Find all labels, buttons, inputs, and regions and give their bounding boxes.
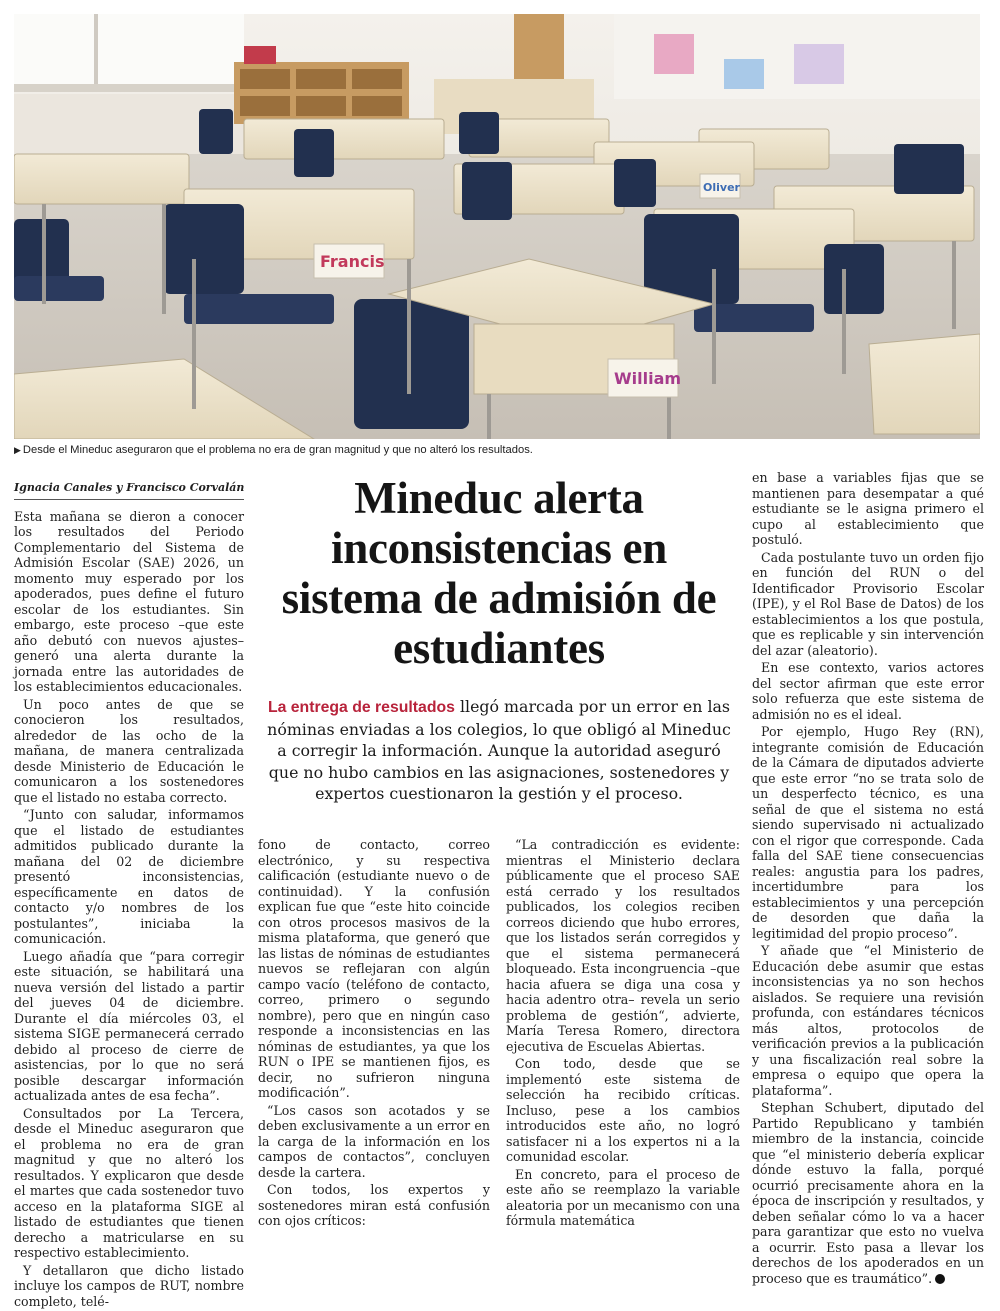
name-tag-oliver: Oliver (703, 181, 740, 194)
end-mark-icon (935, 1274, 945, 1284)
paragraph: Y detallaron que dicho listado incluye los campos de RUT, nombre completo, telé- (14, 1262, 244, 1309)
paragraph: Cada postulante tuvo un orden fijo en función del RUN o del Identificador Provisorio Escolar (IPE), y el Rol Base de Datos) de los establecimientos a los que postula, que es replicable y sin intervención del azar (aleatorio). (752, 549, 984, 658)
lede (264, 696, 734, 805)
lede-kicker: La entrega de resultados (267, 699, 455, 716)
paragraph: Un poco antes de que se conocieron los resultados, alrededor de las ocho de la mañana, de manera centralizada desde Ministerio de Educación le comunicaron a los sostenedores que el listado no estaba correcto. (14, 696, 244, 805)
classroom-photo (14, 14, 980, 439)
paragraph: Y añade que “el Ministerio de Educación debe asumir que estas inconsistencias ya no son hechos aislados. Se requiere una revisión profunda, con estándares técnicos más altos, protocolos de verificación previos a la publicación y una fiscalización real sobre la empresa o equipo que opera la plataforma”. (752, 943, 984, 1098)
article-column-1 (14, 480, 244, 1311)
paragraph: Esta mañana se dieron a conocer los resultados del Periodo Complementario del Sistema de Admisión Escolar (SAE) 2026, un momento muy esperado por los apoderados, pues define el futuro escolar de los estudiantes. Sin embargo, este proceso –que este año debutó con nuevos ajustes– generó una alerta durante la jornada entre las autoridades de los establecimientos educacionales. (14, 508, 244, 694)
paragraph: En ese contexto, varios actores del sector afirman que este error solo refuerza que este sistema de admisión no es el ideal. (752, 660, 984, 722)
paragraph: “Junto con saludar, informamos que el listado de estudiantes admitidos publicado durante la mañana del 02 de diciembre presentó inconsistencias, específicamente en datos de contacto y/o nombres de los postulantes”, iniciaba la comunicación. (14, 807, 244, 946)
paragraph: Con todo, desde que se implementó este sistema de selección ha recibido críticas. Incluso, pese a los cambios introducidos este año, no logró satisfacer ni a los expertos ni a la comunidad escolar. (506, 1056, 740, 1164)
name-tag-william: William (614, 369, 682, 388)
article-column-4 (752, 470, 984, 1288)
paragraph: Luego añadía que “para corregir este situación, se habilitará una nueva versión del listado a partir del jueves 04 de diciembre. Durante el día miércoles 03, el sistema SIGE permanecerá cerrado debido al proceso de cierre de asistencias, por lo que no será posible descargar información actualizada antes de esa fecha”. (14, 948, 244, 1103)
triangle-icon: ▶ (14, 445, 21, 455)
article-column-2 (258, 837, 490, 1231)
paragraph: En concreto, para el proceso de este año se reemplazo la variable aleatoria por un mecanismo con una fórmula matemática (506, 1166, 740, 1228)
paragraph: “La contradicción es evidente: mientras el Ministerio declara públicamente que el proceso SAE está cerrado y los resultados publicados, los colegios reciben correos diciendo que hubo errores, que los listados serán corregidos y que el sistema permanecerá bloqueado. Esta incongruencia –que hacia afuera se diga una cosa y hacia adentro otra– revela un serio problema de gestión“, advierte, María Teresa Romero, directora ejecutiva de Escuelas Abiertas. (506, 837, 740, 1054)
paragraph: Por ejemplo, Hugo Rey (RN), integrante comisión de Educación de la Cámara de diputados advierte que este error “no se trata solo de un desperfecto técnico, es una señal de que el sistema no está siendo supervisado ni actualizado con el rigor que corresponde. Cada falla del SAE tiene consecuencias reales: angustia para los padres, incertidumbre para los establecimientos y una percepción de desorden que daña la legitimidad del propio proceso”. (752, 724, 984, 941)
paragraph: en base a variables fijas que se mantienen para desempatar a qué estudiante se le asigna primero el cupo al establecimiento que postuló. (752, 470, 984, 547)
article-column-3 (506, 837, 740, 1231)
classroom-illustration (14, 14, 980, 439)
paragraph-final (752, 1100, 984, 1286)
paragraph: Con todos, los expertos y sostenedores miran está confusión con ojos críticos: (258, 1182, 490, 1228)
headline: Mineduc alerta inconsistencias en sistema de admisión de estudiantes (281, 473, 717, 673)
lede-text: llegó marcada por un error en las nóminas enviadas a los colegios, lo que obligó al Mineduc a corregir la información. Aunque la autoridad aseguró que no hubo cambios en las asignaciones, sostenedores y expertos cuestionaron la gestión y el proceso. (267, 697, 731, 803)
caption-text: Desde el Mineduc aseguraron que el problema no era de gran magnitud y que no alteró los resultados. (22, 444, 533, 456)
name-tag-francis: Francis (320, 252, 385, 271)
paragraph: fono de contacto, correo electrónico, y su respectiva calificación (estudiante nuevo o de continuidad). Y la confusión explican fue que “este hito coincide con otros procesos masivos de la misma plataforma, que generó que las listas de nóminas de estudiantes nuevos se reflejaran con algún campo vacío (teléfono de contacto, correo, primero o segundo nombre), pero que en ningún caso responde a inconsistencias en las nóminas de estudiantes, ya que los RUN o IPE se mantienen fijos, es decir, no sufrieron ninguna modificación”. (258, 837, 490, 1100)
byline: Ignacia Canales y Francisco Corvalán (14, 480, 244, 500)
paragraph-final-text: Stephan Schubert, diputado del Partido Republicano y también miembro de la instancia, coincide que “el ministerio debería explicar dónde estuvo la falla, porqué ocurrió precisamente ahora en la época de inscripción y resultados, y deben señalar cómo lo va a hacer para garantizar que esto no vuelva a ocurrir. Esto pasa a llevar los derechos de los apoderados en un proceso que es traumático”. (752, 1100, 984, 1286)
paragraph: “Los casos son acotados y se deben exclusivamente a un error en la carga de la información en los campos de contactos”, concluyen desde la cartera. (258, 1102, 490, 1180)
photo-caption (14, 444, 980, 456)
paragraph: Consultados por La Tercera, desde el Mineduc aseguraron que el problema no era de gran magnitud y que no alteró los resultados. Y explicaron que desde el martes que cada sostenedor tuvo acceso en la plataforma SIGE al listado de estudiantes que tienen derecho a matricularse en su respectivo establecimiento. (14, 1105, 244, 1260)
